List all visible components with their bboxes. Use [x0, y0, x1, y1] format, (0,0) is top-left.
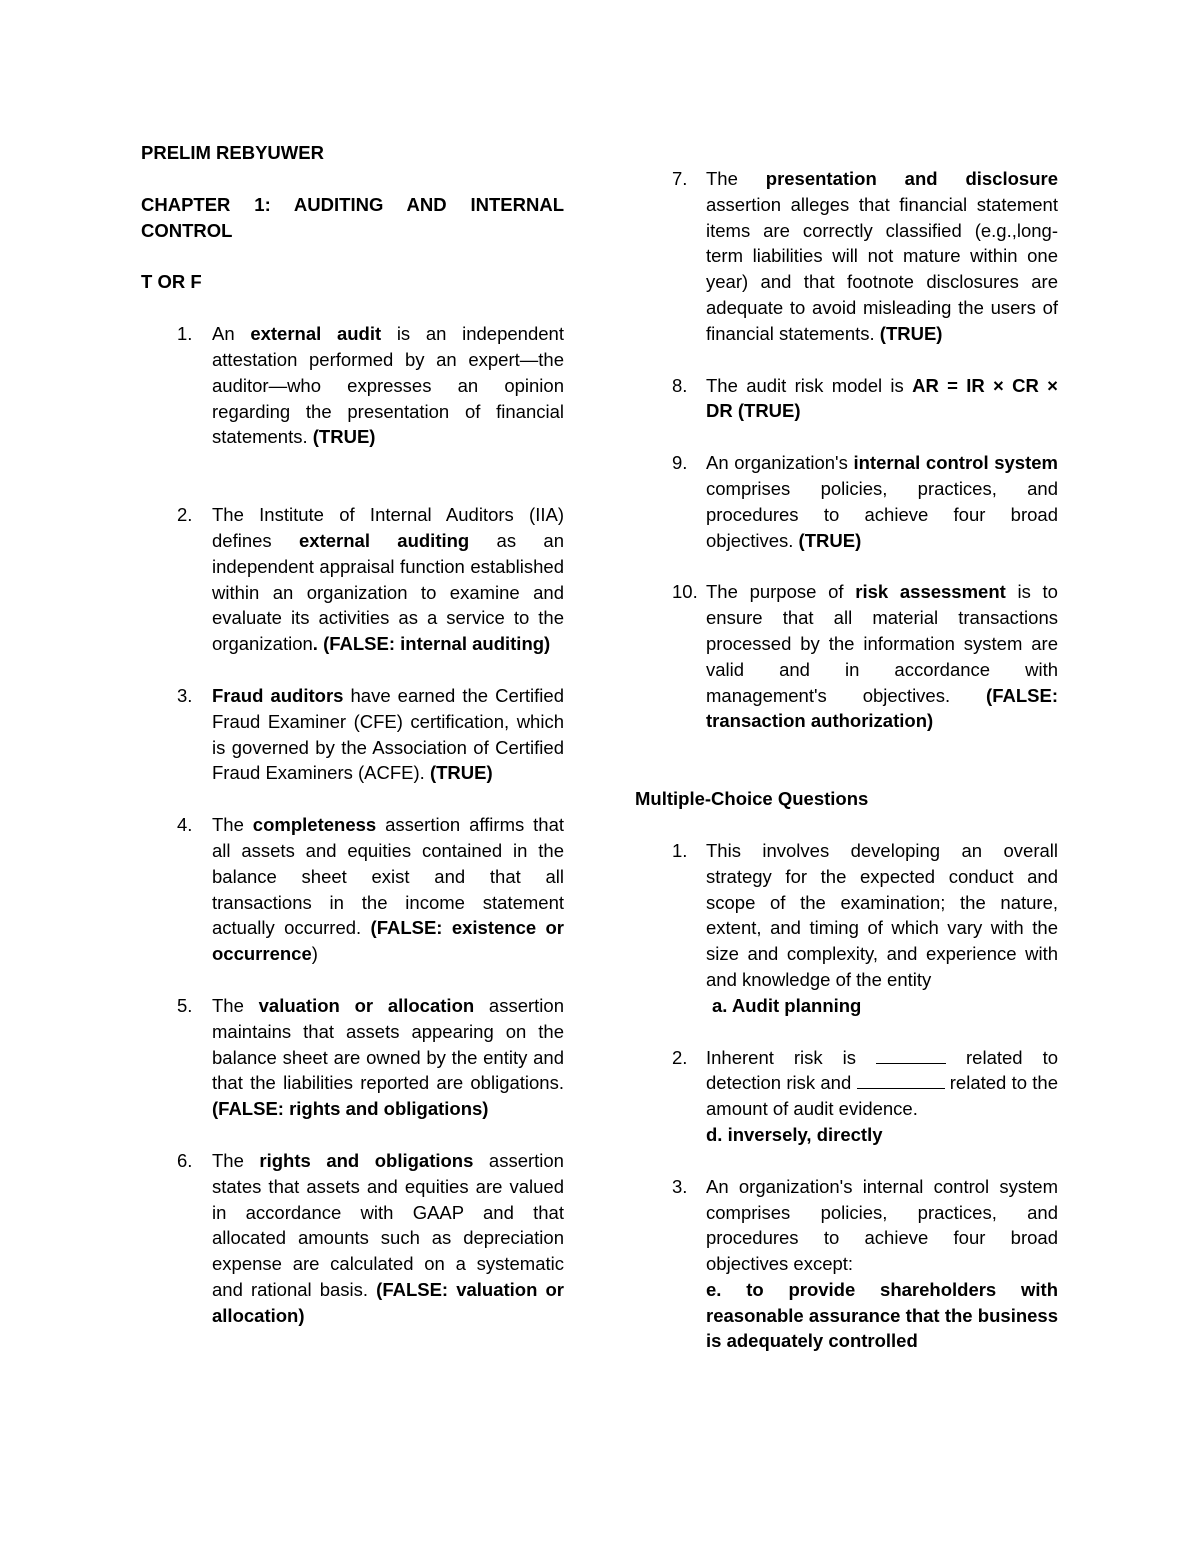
item-number: 10. — [672, 581, 698, 603]
item-number: 5. — [177, 994, 193, 1016]
mc-item-1 — [635, 838, 1058, 1019]
item-answer: (FALSE: existence or occurrence — [212, 917, 564, 965]
item-answer: (TRUE) — [798, 529, 862, 551]
item-keyword: AR = IR × CR × DR (TRUE) — [706, 374, 1058, 422]
mc-answer: d. inversely, directly — [706, 1123, 883, 1145]
item-text: as an independent appraisal function established within an organization to examine and evaluate its activities as a service to the organization — [212, 529, 564, 655]
item-number: 3. — [672, 1175, 688, 1197]
tf-item-7 — [635, 166, 1058, 347]
mc-list — [635, 838, 1058, 1354]
item-text: The Institute of Internal Auditors (IIA) defines — [212, 504, 564, 551]
item-number: 4. — [177, 814, 193, 836]
mc-question: This involves developing an overall strategy for the expected conduct and scope of the examination; the nature, extent, and timing of which vary with the size and complexity, and experience with and knowledge of the entity — [706, 839, 1058, 990]
item-answer: (FALSE: rights and obligations) — [212, 1098, 489, 1120]
mc-question-part: related to detection risk and — [706, 1046, 1059, 1094]
item-text: The purpose of — [706, 581, 856, 603]
right-column — [635, 166, 1058, 1380]
item-answer: (FALSE: valuation or allocation) — [212, 1278, 564, 1326]
item-keyword: valuation or allocation — [258, 994, 475, 1016]
mc-question-part: related to the amount of audit evidence. — [706, 1072, 1058, 1120]
item-number: 8. — [672, 374, 688, 396]
item-number: 1. — [672, 839, 688, 861]
item-text: An organization's — [706, 452, 854, 474]
item-keyword: rights and obligations — [259, 1149, 474, 1171]
item-keyword: external auditing — [299, 529, 470, 551]
tf-item-9 — [635, 450, 1058, 553]
tf-item-2 — [141, 502, 564, 657]
item-text: The — [212, 994, 259, 1016]
item-number: 2. — [672, 1046, 688, 1068]
item-text: The audit risk model is — [706, 374, 913, 396]
item-keyword: Fraud auditors — [212, 684, 344, 706]
item-text: assertion states that assets and equities are valued in accordance with GAAP and that allocated amounts such as depreciation expense are calculated on a systematic and rational basis. — [212, 1149, 564, 1300]
item-keyword: external audit — [250, 323, 382, 345]
item-text: The — [706, 168, 766, 189]
item-number: 7. — [672, 168, 688, 189]
item-text: assertion alleges that financial statement items are correctly classified (e.g.,long-term liabilities will not mature within one year) and that footnote disclosures are adequate to avoid misleading the users of financial statements. — [706, 193, 1058, 344]
blank-line — [876, 1049, 946, 1064]
tf-item-3 — [141, 683, 564, 786]
item-number: 9. — [672, 452, 688, 474]
tf-item-4 — [141, 812, 564, 967]
mc-item-2 — [635, 1045, 1058, 1148]
item-text: have earned the Certified Fraud Examiner (CFE) certification, which is governed by the Association of Certified Fraud Examiners (ACFE). — [212, 684, 564, 784]
left-column — [141, 140, 564, 1354]
chapter-heading: CHAPTER 1: AUDITING AND INTERNAL CONTROL — [141, 193, 564, 241]
item-answer: (TRUE) — [879, 322, 943, 344]
mc-answer: e. to provide shareholders with reasonable assurance that the business is adequately controlled — [706, 1278, 1058, 1352]
item-text: assertion maintains that assets appearing on the balance sheet are owned by the entity and that the liabilities reported are obligations. — [212, 994, 564, 1094]
item-number: 2. — [177, 504, 193, 526]
item-keyword: internal control system — [853, 452, 1058, 474]
tf-list-right — [635, 166, 1058, 734]
item-keyword: presentation and disclosure — [765, 168, 1058, 189]
item-text: comprises policies, practices, and procedures to achieve four broad objectives. — [706, 477, 1058, 551]
item-number: 6. — [177, 1149, 193, 1171]
page-title: PRELIM REBYUWER — [141, 142, 324, 163]
section-heading-mc: Multiple-Choice Questions — [635, 788, 869, 810]
mc-question-part: Inherent risk is — [706, 1046, 877, 1068]
section-heading-tf: T OR F — [141, 271, 202, 293]
item-keyword: risk assessment — [855, 581, 1006, 603]
mc-answer: a. Audit planning — [712, 994, 862, 1016]
tf-item-1 — [141, 321, 564, 450]
item-answer: (TRUE) — [312, 426, 376, 448]
tf-item-8 — [635, 373, 1058, 425]
item-text: The — [212, 814, 253, 836]
tf-list-left — [141, 321, 564, 1328]
item-text: An — [212, 323, 251, 345]
tf-item-5 — [141, 993, 564, 1122]
mc-question: An organization's internal control system comprises policies, practices, and procedures to achieve four broad objectives except: — [706, 1175, 1058, 1275]
item-keyword: completeness — [252, 814, 377, 836]
tf-item-10 — [635, 579, 1058, 734]
item-text: ) — [311, 943, 318, 965]
item-text: The — [212, 1149, 260, 1171]
blank-line — [857, 1074, 945, 1089]
tf-item-6 — [141, 1148, 564, 1329]
item-text: assertion affirms that all assets and equities contained in the balance sheet exist and that all transactions in the income statement actually occurred. — [212, 814, 564, 939]
item-text: is an independent attestation performed by an expert—the auditor—who expresses an opinion regarding the presentation of financial statements. — [212, 323, 564, 448]
item-answer: (FALSE: transaction authorization) — [706, 684, 1058, 732]
item-number: 3. — [177, 684, 193, 706]
item-text: is to ensure that all material transactions processed by the information system are valid and in accordance with management's objectives. — [706, 581, 1058, 706]
item-answer: (TRUE) — [429, 762, 493, 784]
mc-item-3 — [635, 1174, 1058, 1355]
item-number: 1. — [177, 323, 193, 345]
item-answer: . (FALSE: internal auditing) — [312, 633, 551, 655]
